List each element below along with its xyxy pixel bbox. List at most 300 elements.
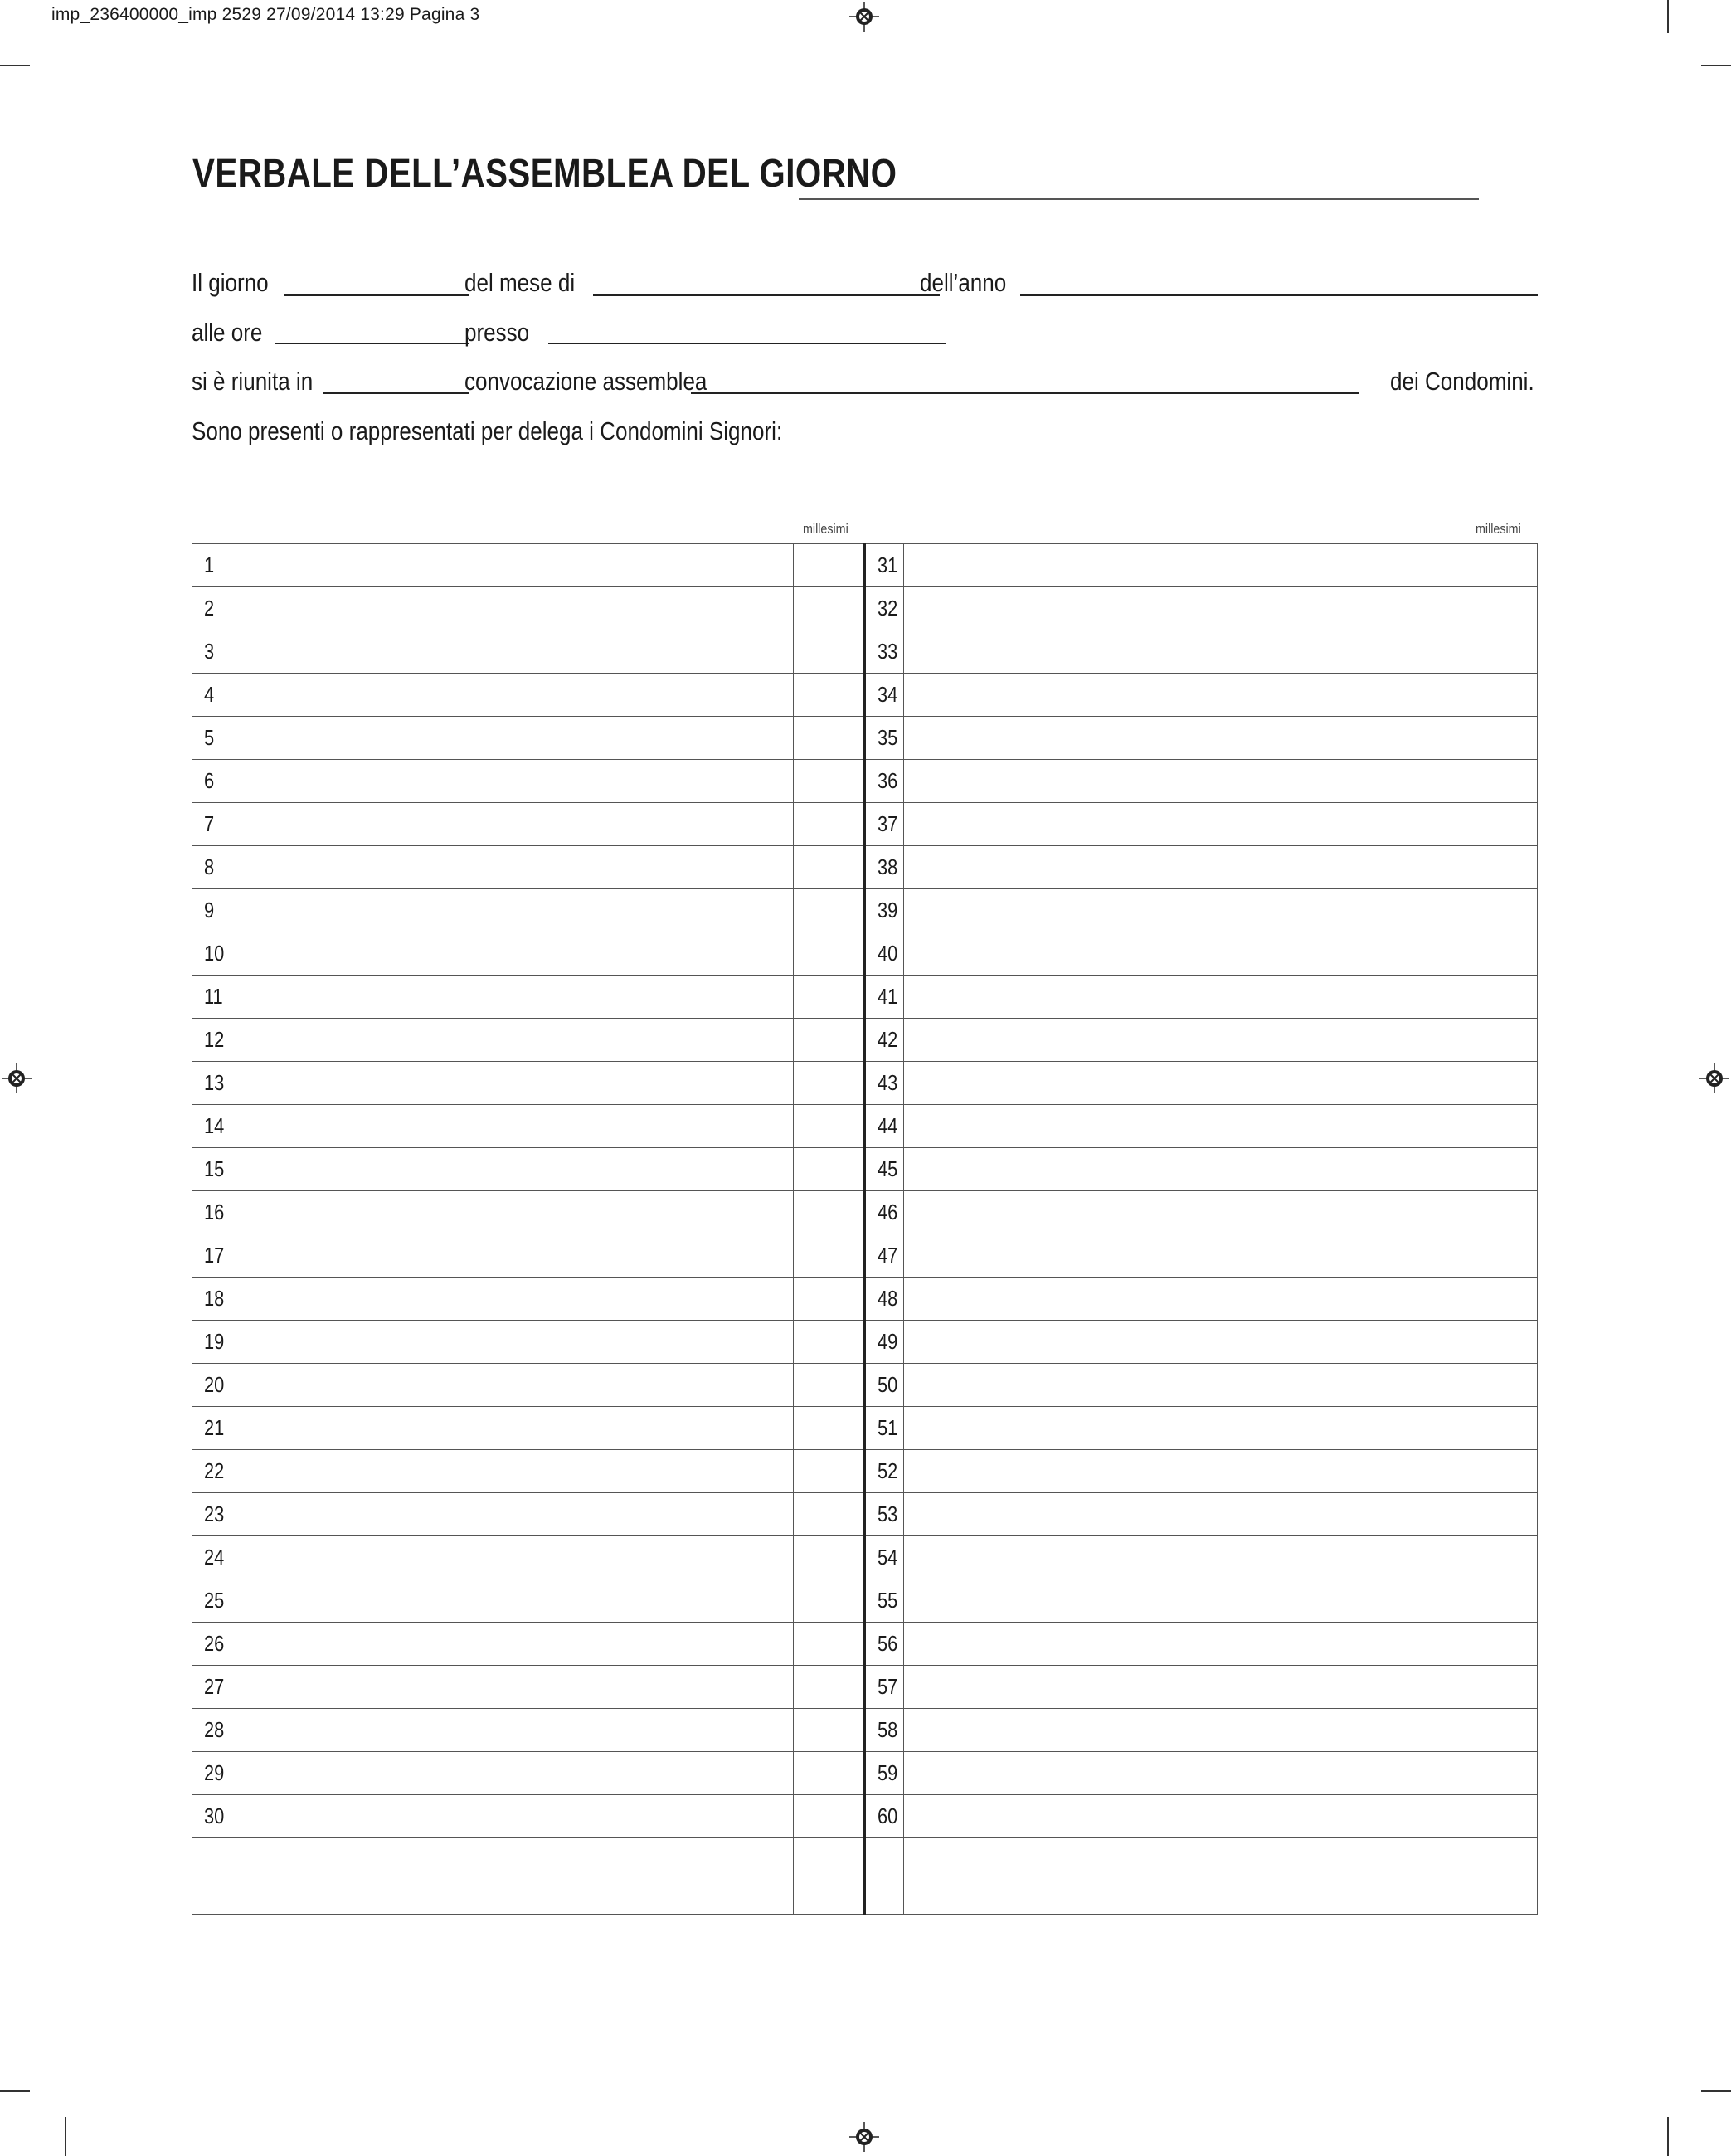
millesimi-cell[interactable] [1466, 1105, 1538, 1148]
row-number-label: 35 [878, 725, 898, 750]
name-cell[interactable] [904, 1623, 1466, 1666]
row-number-label: 4 [204, 682, 215, 707]
label-mese: del mese di [464, 268, 576, 297]
row-number [865, 1795, 904, 1838]
millesimi-cell[interactable] [794, 587, 865, 630]
millesimi-cell[interactable] [794, 932, 865, 976]
millesimi-cell[interactable] [794, 1062, 865, 1105]
row-number [865, 674, 904, 717]
millesimi-cell[interactable] [794, 1148, 865, 1191]
row-number-label: 34 [878, 682, 898, 707]
millesimi-cell[interactable] [794, 1795, 865, 1838]
row-number-label: 38 [878, 854, 898, 879]
millesimi-cell[interactable] [1466, 717, 1538, 760]
row-number [865, 1364, 904, 1407]
name-cell[interactable] [231, 889, 794, 932]
millesimi-cell[interactable] [794, 1838, 865, 1915]
column-header-millesimi: millesimi [1476, 521, 1521, 537]
row-number-label: 18 [204, 1286, 225, 1311]
row-number-label: 42 [878, 1027, 898, 1052]
table-row [192, 1019, 1538, 1062]
name-cell[interactable] [231, 1191, 794, 1234]
row-number [865, 1019, 904, 1062]
row-number [865, 1234, 904, 1278]
name-cell[interactable] [231, 803, 794, 846]
row-number [192, 1364, 231, 1407]
row-number [865, 544, 904, 587]
name-cell[interactable] [231, 1752, 794, 1795]
name-cell[interactable] [904, 803, 1466, 846]
row-number [865, 976, 904, 1019]
registration-mark-icon [1699, 1063, 1729, 1093]
row-number [865, 846, 904, 889]
table-row [192, 1191, 1538, 1234]
row-number-label: 45 [878, 1156, 898, 1181]
row-number-label: 47 [878, 1243, 898, 1268]
millesimi-cell[interactable] [794, 630, 865, 674]
name-cell[interactable] [904, 1019, 1466, 1062]
millesimi-cell[interactable] [1466, 1062, 1538, 1105]
row-number-label: 48 [878, 1286, 898, 1311]
row-number-label: 14 [204, 1113, 225, 1138]
row-number-label: 11 [204, 984, 223, 1009]
name-cell[interactable] [904, 1752, 1466, 1795]
name-cell[interactable] [231, 630, 794, 674]
row-number-label: 5 [204, 725, 215, 750]
field-convocazione[interactable] [691, 392, 1359, 394]
crop-mark [1701, 65, 1731, 66]
millesimi-cell[interactable] [794, 976, 865, 1019]
row-number [192, 803, 231, 846]
row-number-label: 44 [878, 1113, 898, 1138]
name-cell[interactable] [231, 1407, 794, 1450]
name-cell[interactable] [904, 1536, 1466, 1579]
row-number-label: 17 [204, 1243, 225, 1268]
millesimi-cell[interactable] [1466, 1795, 1538, 1838]
table-row [192, 1709, 1538, 1752]
name-cell[interactable] [904, 587, 1466, 630]
name-cell[interactable] [904, 1234, 1466, 1278]
row-number-label: 8 [204, 854, 215, 879]
field-anno[interactable] [1020, 294, 1538, 296]
row-number [865, 889, 904, 932]
row-number-label: 41 [878, 984, 898, 1009]
print-slug: imp_236400000_imp 2529 27/09/2014 13:29 Pagina 3 [51, 5, 480, 24]
row-number [865, 1709, 904, 1752]
name-cell[interactable] [231, 1579, 794, 1623]
name-cell[interactable] [231, 976, 794, 1019]
millesimi-cell[interactable] [1466, 760, 1538, 803]
name-cell[interactable] [231, 760, 794, 803]
millesimi-cell[interactable] [794, 803, 865, 846]
millesimi-cell[interactable] [794, 889, 865, 932]
millesimi-cell[interactable] [1466, 630, 1538, 674]
row-number [865, 1062, 904, 1105]
name-cell[interactable] [231, 846, 794, 889]
row-number-label: 21 [204, 1415, 225, 1440]
row-number-label: 28 [204, 1717, 225, 1742]
row-number-label: 7 [204, 811, 215, 836]
row-number [865, 760, 904, 803]
table-row [192, 1493, 1538, 1536]
millesimi-cell[interactable] [1466, 674, 1538, 717]
millesimi-cell[interactable] [794, 1450, 865, 1493]
millesimi-cell[interactable] [1466, 587, 1538, 630]
table-row [192, 1234, 1538, 1278]
millesimi-cell[interactable] [1466, 1407, 1538, 1450]
millesimi-cell[interactable] [1466, 846, 1538, 889]
name-cell[interactable] [231, 1838, 794, 1915]
row-number [865, 1191, 904, 1234]
row-number [192, 846, 231, 889]
row-number-label: 22 [204, 1458, 225, 1483]
millesimi-cell[interactable] [794, 1364, 865, 1407]
label-giorno: Il giorno [192, 268, 269, 297]
table-row [192, 1407, 1538, 1450]
field-convocazione-tipo[interactable] [323, 392, 469, 394]
millesimi-cell[interactable] [1466, 976, 1538, 1019]
millesimi-cell[interactable] [1466, 1709, 1538, 1752]
table-row [192, 976, 1538, 1019]
row-number-label: 54 [878, 1545, 898, 1570]
name-cell[interactable] [904, 1450, 1466, 1493]
row-number [192, 1666, 231, 1709]
row-number-label: 32 [878, 596, 898, 621]
millesimi-cell[interactable] [1466, 889, 1538, 932]
millesimi-cell[interactable] [794, 1105, 865, 1148]
millesimi-cell[interactable] [1466, 544, 1538, 587]
row-number [192, 1623, 231, 1666]
millesimi-cell[interactable] [1466, 1321, 1538, 1364]
page-title: VERBALE DELL’ASSEMBLEA DEL GIORNO [192, 152, 897, 196]
table-row [192, 1752, 1538, 1795]
row-number [192, 932, 231, 976]
row-number [865, 932, 904, 976]
millesimi-cell[interactable] [794, 717, 865, 760]
millesimi-cell[interactable] [1466, 1666, 1538, 1709]
row-number [192, 1450, 231, 1493]
row-number [865, 1278, 904, 1321]
name-cell[interactable] [904, 717, 1466, 760]
name-cell[interactable] [904, 846, 1466, 889]
field-giorno[interactable] [284, 294, 469, 296]
name-cell[interactable] [904, 544, 1466, 587]
name-cell[interactable] [904, 1364, 1466, 1407]
row-number [192, 1278, 231, 1321]
row-number [865, 1838, 904, 1915]
millesimi-cell[interactable] [1466, 1148, 1538, 1191]
name-cell[interactable] [231, 1364, 794, 1407]
name-cell[interactable] [231, 1795, 794, 1838]
name-cell[interactable] [904, 760, 1466, 803]
millesimi-cell[interactable] [794, 1234, 865, 1278]
row-number [865, 1536, 904, 1579]
name-cell[interactable] [904, 932, 1466, 976]
crop-mark [1667, 0, 1669, 33]
millesimi-cell[interactable] [1466, 1450, 1538, 1493]
name-cell[interactable] [231, 1709, 794, 1752]
crop-mark [0, 65, 30, 66]
row-number-label: 1 [204, 552, 215, 577]
row-number [192, 1536, 231, 1579]
row-number-label: 39 [878, 898, 898, 922]
name-cell[interactable] [904, 889, 1466, 932]
name-cell[interactable] [904, 1709, 1466, 1752]
row-number [192, 1105, 231, 1148]
millesimi-cell[interactable] [794, 1493, 865, 1536]
table-row [192, 1062, 1538, 1105]
table-row [192, 1364, 1538, 1407]
registration-mark-icon [849, 2122, 879, 2152]
label-presenti: Sono presenti o rappresentati per delega i Condomini Signori: [192, 416, 783, 445]
millesimi-cell[interactable] [1466, 1234, 1538, 1278]
millesimi-cell[interactable] [794, 760, 865, 803]
row-number-label: 19 [204, 1329, 225, 1354]
row-number [192, 674, 231, 717]
row-number [865, 1450, 904, 1493]
row-number-label: 53 [878, 1501, 898, 1526]
name-cell[interactable] [904, 1105, 1466, 1148]
row-number-label: 55 [878, 1588, 898, 1613]
millesimi-cell[interactable] [1466, 1493, 1538, 1536]
millesimi-cell[interactable] [794, 1579, 865, 1623]
row-number [865, 1666, 904, 1709]
row-number-label: 56 [878, 1631, 898, 1656]
field-mese[interactable] [593, 294, 940, 296]
row-number [865, 630, 904, 674]
row-number-label: 33 [878, 639, 898, 664]
row-number-label: 10 [204, 941, 225, 966]
row-number [192, 760, 231, 803]
row-number [192, 1407, 231, 1450]
table-row [192, 1536, 1538, 1579]
row-number [865, 587, 904, 630]
row-number [192, 1234, 231, 1278]
table-row [192, 717, 1538, 760]
row-number [192, 630, 231, 674]
millesimi-cell[interactable] [794, 1191, 865, 1234]
table-row [192, 1278, 1538, 1321]
row-number-label: 25 [204, 1588, 225, 1613]
table-row [192, 587, 1538, 630]
table-row [192, 1795, 1538, 1838]
millesimi-cell[interactable] [794, 1321, 865, 1364]
row-number-label: 23 [204, 1501, 225, 1526]
table-row [192, 803, 1538, 846]
millesimi-cell[interactable] [794, 1019, 865, 1062]
row-number [192, 1321, 231, 1364]
crop-mark [1701, 2090, 1731, 2092]
name-cell[interactable] [231, 1062, 794, 1105]
table-row [192, 1148, 1538, 1191]
millesimi-cell[interactable] [1466, 1623, 1538, 1666]
table-row [192, 889, 1538, 932]
row-number-label: 60 [878, 1803, 898, 1828]
millesimi-cell[interactable] [794, 674, 865, 717]
row-number [192, 1709, 231, 1752]
crop-mark [0, 2090, 30, 2092]
millesimi-cell[interactable] [794, 1709, 865, 1752]
row-number-label: 40 [878, 941, 898, 966]
attendance-table [192, 543, 1538, 1915]
name-cell[interactable] [231, 932, 794, 976]
name-cell[interactable] [904, 976, 1466, 1019]
row-number-label: 46 [878, 1200, 898, 1224]
row-number-label: 12 [204, 1027, 225, 1052]
name-cell[interactable] [231, 587, 794, 630]
row-number-label: 29 [204, 1760, 225, 1785]
row-number [192, 717, 231, 760]
name-cell[interactable] [231, 1623, 794, 1666]
name-cell[interactable] [231, 544, 794, 587]
millesimi-cell[interactable] [794, 1278, 865, 1321]
millesimi-cell[interactable] [794, 1752, 865, 1795]
row-number [192, 1191, 231, 1234]
name-cell[interactable] [231, 1019, 794, 1062]
millesimi-cell[interactable] [794, 1536, 865, 1579]
name-cell[interactable] [904, 1148, 1466, 1191]
name-cell[interactable] [904, 1493, 1466, 1536]
row-number [192, 587, 231, 630]
row-number-label: 24 [204, 1545, 225, 1570]
millesimi-cell[interactable] [794, 1666, 865, 1709]
name-cell[interactable] [231, 1666, 794, 1709]
column-header-millesimi: millesimi [803, 521, 848, 537]
name-cell[interactable] [231, 1321, 794, 1364]
millesimi-cell[interactable] [794, 1407, 865, 1450]
name-cell[interactable] [904, 1321, 1466, 1364]
row-number-label: 26 [204, 1631, 225, 1656]
name-cell[interactable] [904, 1795, 1466, 1838]
name-cell[interactable] [231, 1493, 794, 1536]
row-number [192, 1062, 231, 1105]
row-number-label: 2 [204, 596, 215, 621]
row-number-label: 13 [204, 1070, 225, 1095]
label-anno: dell’anno [920, 268, 1007, 297]
row-number-label: 31 [878, 552, 898, 577]
name-cell[interactable] [904, 1579, 1466, 1623]
name-cell[interactable] [904, 1062, 1466, 1105]
table-row [192, 760, 1538, 803]
name-cell[interactable] [231, 674, 794, 717]
millesimi-cell[interactable] [1466, 1752, 1538, 1795]
row-number-label: 51 [878, 1415, 898, 1440]
row-number [192, 1493, 231, 1536]
name-cell[interactable] [231, 1234, 794, 1278]
table-row [192, 674, 1538, 717]
label-condomini: dei Condomini. [1390, 367, 1534, 396]
row-number [192, 1838, 231, 1915]
table-row [192, 1666, 1538, 1709]
table-row [192, 932, 1538, 976]
millesimi-cell[interactable] [1466, 1364, 1538, 1407]
millesimi-cell[interactable] [1466, 1536, 1538, 1579]
name-cell[interactable] [904, 1666, 1466, 1709]
table-row [192, 1838, 1538, 1915]
table-row [192, 630, 1538, 674]
field-ore[interactable] [275, 343, 469, 344]
row-number [865, 1623, 904, 1666]
name-cell[interactable] [231, 1148, 794, 1191]
registration-mark-icon [849, 2, 879, 32]
row-number [865, 1105, 904, 1148]
row-number [865, 1493, 904, 1536]
name-cell[interactable] [231, 1536, 794, 1579]
name-cell[interactable] [231, 1105, 794, 1148]
row-number [865, 1752, 904, 1795]
name-cell[interactable] [904, 674, 1466, 717]
row-number-label: 3 [204, 639, 215, 664]
row-number-label: 58 [878, 1717, 898, 1742]
table-row [192, 544, 1538, 587]
millesimi-cell[interactable] [794, 1623, 865, 1666]
field-presso[interactable] [548, 343, 946, 344]
label-presso: presso [464, 318, 530, 347]
label-riunita: si è riunita in [192, 367, 314, 396]
name-cell[interactable] [231, 1450, 794, 1493]
millesimi-cell[interactable] [1466, 1019, 1538, 1062]
date-fill-line[interactable] [799, 198, 1479, 200]
name-cell[interactable] [231, 1278, 794, 1321]
row-number [865, 1148, 904, 1191]
millesimi-cell[interactable] [1466, 1838, 1538, 1915]
row-number-label: 30 [204, 1803, 225, 1828]
row-number-label: 6 [204, 768, 215, 793]
row-number [192, 889, 231, 932]
row-number [192, 1795, 231, 1838]
row-number [192, 544, 231, 587]
millesimi-cell[interactable] [794, 544, 865, 587]
row-number-label: 36 [878, 768, 898, 793]
name-cell[interactable] [231, 717, 794, 760]
name-cell[interactable] [904, 1278, 1466, 1321]
row-number [865, 717, 904, 760]
row-number [192, 1752, 231, 1795]
name-cell[interactable] [904, 1838, 1466, 1915]
row-number [865, 1321, 904, 1364]
row-number-label: 43 [878, 1070, 898, 1095]
row-number-label: 27 [204, 1674, 225, 1699]
row-number-label: 16 [204, 1200, 225, 1224]
row-number-label: 52 [878, 1458, 898, 1483]
millesimi-cell[interactable] [1466, 932, 1538, 976]
millesimi-cell[interactable] [1466, 1278, 1538, 1321]
table-row [192, 1579, 1538, 1623]
name-cell[interactable] [904, 1191, 1466, 1234]
name-cell[interactable] [904, 630, 1466, 674]
millesimi-cell[interactable] [1466, 803, 1538, 846]
row-number [865, 1579, 904, 1623]
millesimi-cell[interactable] [1466, 1191, 1538, 1234]
row-number-label: 59 [878, 1760, 898, 1785]
millesimi-cell[interactable] [794, 846, 865, 889]
label-ore: alle ore [192, 318, 263, 347]
table-row [192, 1105, 1538, 1148]
row-number [865, 803, 904, 846]
row-number [192, 976, 231, 1019]
row-number [192, 1019, 231, 1062]
name-cell[interactable] [904, 1407, 1466, 1450]
table-row [192, 1450, 1538, 1493]
row-number-label: 50 [878, 1372, 898, 1397]
crop-mark [65, 2117, 66, 2156]
row-number-label: 20 [204, 1372, 225, 1397]
label-convocazione: convocazione assemblea [464, 367, 707, 396]
millesimi-cell[interactable] [1466, 1579, 1538, 1623]
row-number-label: 37 [878, 811, 898, 836]
table-row [192, 846, 1538, 889]
table-row [192, 1623, 1538, 1666]
